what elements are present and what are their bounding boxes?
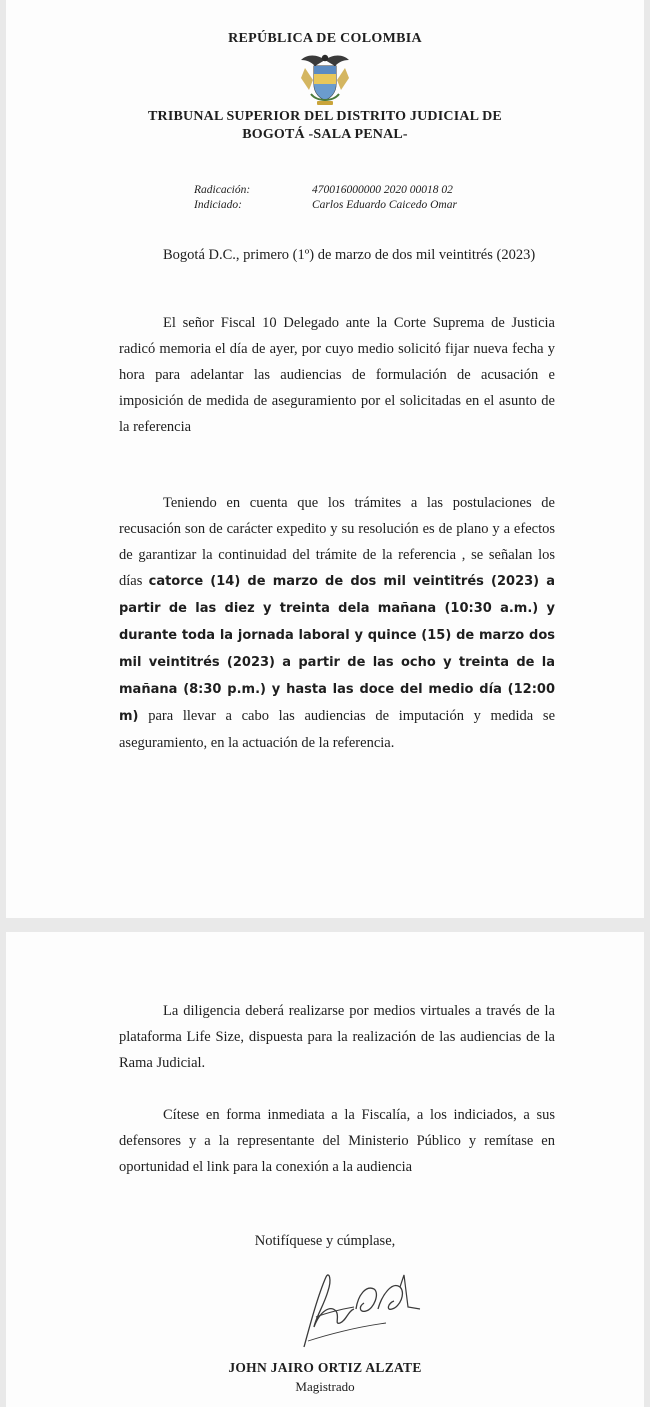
date-paragraph: Bogotá D.C., primero (1º) de marzo de dos mil veintitrés (2023) [163,247,536,263]
header-country: REPÚBLICA DE COLOMBIA [228,31,422,46]
radicacion-label: Radicación: [194,184,251,196]
document-page-1 [6,0,644,918]
indiciado-row [194,198,457,213]
case-reference [194,183,457,213]
summons-paragraph: Cítese en forma inmediata a la Fiscalía, a los indiciados, a sus defensores y a la representante del Ministerio Público y remítase en oportunidad el link para la conexión a la audiencia [119,1107,555,1175]
virtual-hearing-paragraph: La diligencia deberá realizarse por medios virtuales a través de la plataforma Life Size, dispuesta para la realización de las audiencias de la Rama Judicial. [119,1003,555,1071]
coat-of-arms-colombia-icon [295,50,355,108]
indiciado-label: Indiciado: [194,199,242,211]
schedule-dates: catorce (14) de marzo de dos mil veintitrés (2023) a partir de las diez y treinta dela mañana (10:30 a.m.) y durante toda la jornada laboral y quince (15) de marzo dos mil veintitrés (2023) a partir de las ocho y treinta de la mañana (8:30 p.m.) y hasta las doce del medio día (12:00 m) [119,574,556,724]
schedule-intro: Teniendo en cuenta que los trámites a las postulaciones de recusación son de carácter expedito y su resolución es de plano y a efectos de garantizar la continuidad del trámite de la referencia , se señalan los días [119,495,555,589]
schedule-end: para llevar a cabo las audiencias de imputación y medida se aseguramiento, en la actuación de la referencia. [119,708,555,751]
signer-title: Magistrado [295,1379,355,1394]
memo-paragraph: El señor Fiscal 10 Delegado ante la Corte Suprema de Justicia radicó memoria el día de ayer, por cuyo medio solicitó fijar nueva fecha y hora para adelantar las audiencias de formulación de acusación e imposición de medida de aseguramiento por el solicitadas en el asunto de la referencia [119,315,555,435]
court-name-line2: BOGOTÁ -SALA PENAL- [242,127,408,142]
closing-formula: Notifíquese y cúmplase, [254,1233,396,1249]
document-page-2 [6,932,644,1407]
radicacion-row [194,183,457,198]
signer-name: JOHN JAIRO ORTIZ ALZATE [228,1360,422,1375]
indiciado-value: Carlos Eduardo Caicedo Omar [312,199,457,211]
handwritten-signature-icon [296,1265,436,1355]
radicacion-value: 470016000000 2020 00018 02 [312,184,453,196]
court-name [6,108,644,144]
schedule-paragraph [119,490,555,756]
court-name-line1: TRIBUNAL SUPERIOR DEL DISTRITO JUDICIAL DE [148,109,502,124]
